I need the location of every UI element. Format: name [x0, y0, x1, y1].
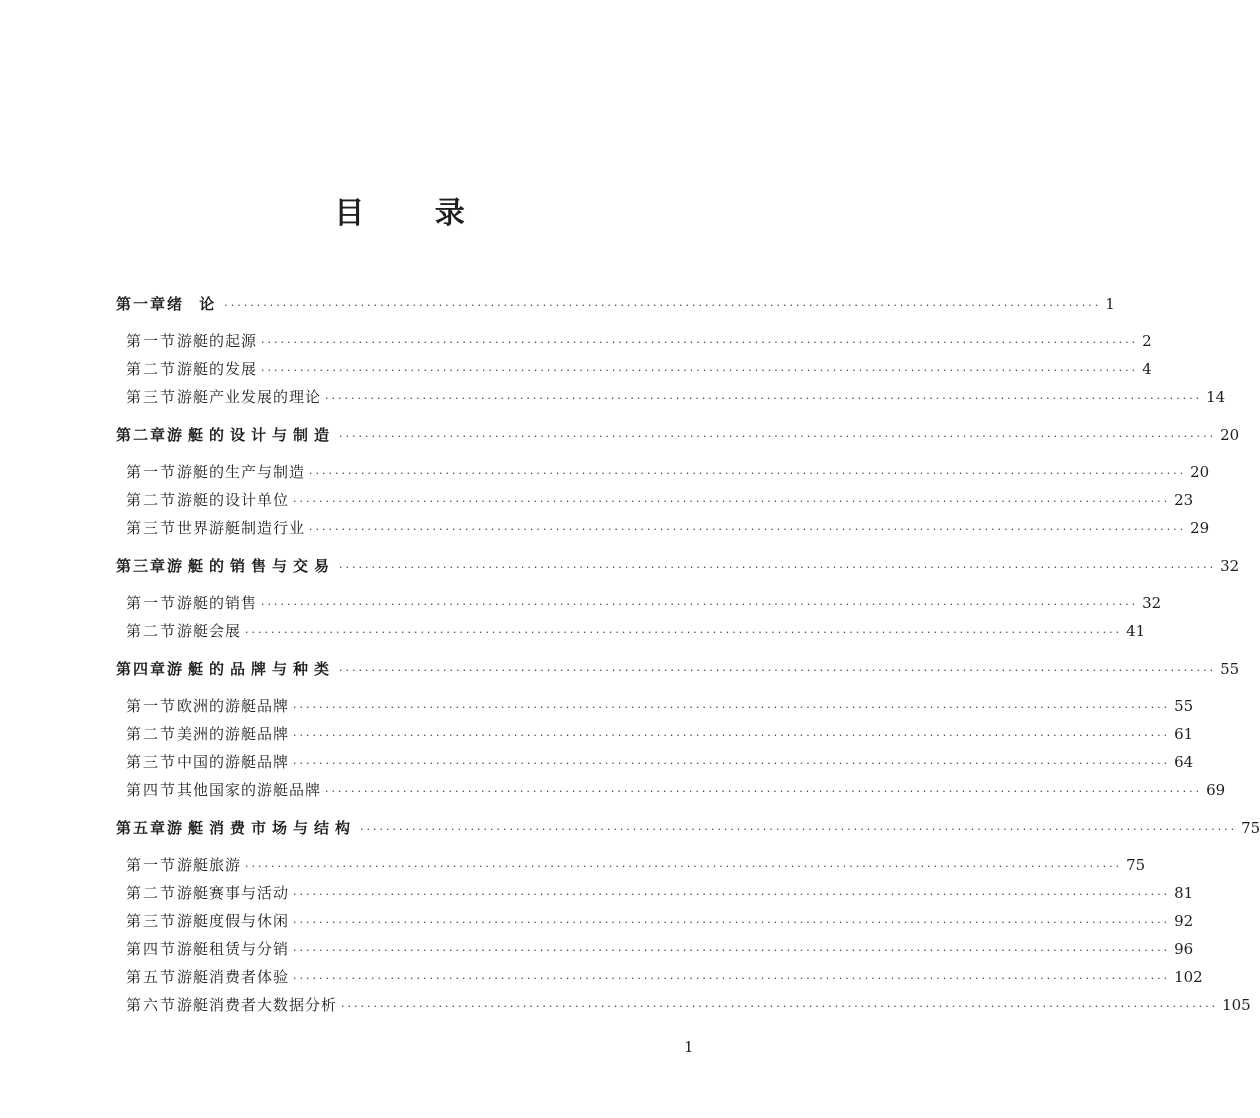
- leader-dots: ·······································································································································: [293, 757, 1171, 770]
- toc-number: 第二节: [126, 884, 178, 902]
- toc-page: 69: [1206, 781, 1226, 799]
- toc-section[interactable]: [126, 909, 1194, 933]
- toc-number: 第五章: [116, 819, 168, 837]
- leader-dots: ·······································································································································: [325, 392, 1203, 405]
- toc-title: 世界游艇制造行业: [177, 519, 306, 537]
- toc-page: 105: [1222, 996, 1251, 1014]
- toc-title: 中国的游艇品牌: [177, 753, 290, 771]
- toc-page: 92: [1174, 912, 1194, 930]
- leader-dots: ·······································································································································: [293, 916, 1171, 929]
- leader-dots: ·······································································································································: [293, 701, 1171, 714]
- toc-number: 第四章: [116, 660, 168, 678]
- leader-dots: ·······································································································································: [245, 860, 1123, 873]
- toc-page: 55: [1174, 697, 1194, 715]
- leader-dots: ·······································································································································: [293, 495, 1171, 508]
- leader-dots: ·······································································································································: [360, 823, 1238, 836]
- toc-page: 1: [1105, 295, 1115, 313]
- toc-page: 20: [1190, 463, 1210, 481]
- toc-page: 4: [1142, 360, 1152, 378]
- toc-section[interactable]: [126, 385, 1226, 409]
- toc-number: 第二节: [126, 622, 178, 640]
- leader-dots: ·······································································································································: [339, 664, 1217, 677]
- toc-title: 游艇赛事与活动: [177, 884, 290, 902]
- toc-page: 102: [1174, 968, 1203, 986]
- toc-title: 游艇的起源: [177, 332, 258, 350]
- toc-chapter-4[interactable]: [116, 657, 1240, 681]
- toc-number: 第一节: [126, 697, 178, 715]
- toc-number: 第三节: [126, 388, 178, 406]
- toc-title: 游艇的设计单位: [177, 491, 290, 509]
- toc-number: 第六节: [126, 996, 178, 1014]
- toc-title: 游艇度假与休闲: [177, 912, 290, 930]
- toc-section[interactable]: [126, 722, 1194, 746]
- leader-dots: ·······································································································································: [224, 299, 1102, 312]
- toc-title: 游艇的销售与交易: [167, 557, 336, 575]
- toc-title: 游艇会展: [177, 622, 242, 640]
- toc-page: 23: [1174, 491, 1194, 509]
- leader-dots: ·······································································································································: [293, 888, 1171, 901]
- toc-page: 55: [1220, 660, 1240, 678]
- toc-section[interactable]: [126, 750, 1194, 774]
- toc-chapter-3[interactable]: [116, 554, 1240, 578]
- toc-number: 第三章: [116, 557, 168, 575]
- toc-chapter-1[interactable]: [116, 292, 1115, 316]
- toc-number: 第一节: [126, 463, 178, 481]
- leader-dots: ·······································································································································: [309, 523, 1187, 536]
- toc-chapter-5[interactable]: [116, 816, 1260, 840]
- toc-page: 14: [1206, 388, 1226, 406]
- toc-page: 20: [1220, 426, 1240, 444]
- toc-section[interactable]: [126, 357, 1152, 381]
- toc-number: 第一节: [126, 856, 178, 874]
- leader-dots: ·······································································································································: [261, 336, 1139, 349]
- leader-dots: ·······································································································································: [293, 972, 1171, 985]
- toc-section[interactable]: [126, 937, 1194, 961]
- toc-section[interactable]: [126, 778, 1226, 802]
- toc-title: 游艇消费者体验: [177, 968, 290, 986]
- toc-page: 64: [1174, 753, 1194, 771]
- toc-page: 96: [1174, 940, 1194, 958]
- toc-section[interactable]: [126, 881, 1194, 905]
- toc-chapter-2[interactable]: [116, 423, 1240, 447]
- leader-dots: ·······································································································································: [261, 364, 1139, 377]
- toc-page: 75: [1126, 856, 1146, 874]
- leader-dots: ·······································································································································: [341, 1000, 1219, 1013]
- toc-number: 第三节: [126, 912, 178, 930]
- toc-title: 游艇消费者大数据分析: [177, 996, 338, 1014]
- leader-dots: ·······································································································································: [339, 430, 1217, 443]
- toc-title: 其他国家的游艇品牌: [177, 781, 322, 799]
- leader-dots: ·······································································································································: [293, 729, 1171, 742]
- toc-number: 第三节: [126, 519, 178, 537]
- toc-title: 游艇消费市场与结构: [167, 819, 357, 837]
- toc-section[interactable]: [126, 619, 1146, 643]
- toc-number: 第二节: [126, 725, 178, 743]
- toc-number: 第一章: [116, 295, 168, 313]
- toc-section[interactable]: [126, 329, 1152, 353]
- toc-number: 第四节: [126, 781, 178, 799]
- toc-number: 第一节: [126, 332, 178, 350]
- toc-title: 绪 论: [167, 295, 221, 313]
- toc-number: 第一节: [126, 594, 178, 612]
- toc-title: 游艇的设计与制造: [167, 426, 336, 444]
- toc-number: 第二章: [116, 426, 168, 444]
- toc-number: 第四节: [126, 940, 178, 958]
- toc-number: 第三节: [126, 753, 178, 771]
- toc-title: 游艇产业发展的理论: [177, 388, 322, 406]
- toc-section[interactable]: [126, 516, 1210, 540]
- toc-section[interactable]: [126, 488, 1194, 512]
- toc-page: 75: [1241, 819, 1260, 837]
- toc-number: 第二节: [126, 491, 178, 509]
- toc-page: 61: [1174, 725, 1194, 743]
- toc-number: 第二节: [126, 360, 178, 378]
- leader-dots: ·······································································································································: [309, 467, 1187, 480]
- toc-page: 32: [1142, 594, 1162, 612]
- toc-page: 81: [1174, 884, 1194, 902]
- leader-dots: ·······································································································································: [293, 944, 1171, 957]
- toc-number: 第五节: [126, 968, 178, 986]
- toc-title: 美洲的游艇品牌: [177, 725, 290, 743]
- toc-section[interactable]: [126, 853, 1146, 877]
- leader-dots: ·······································································································································: [325, 785, 1203, 798]
- page-number: 1: [684, 1038, 694, 1056]
- toc-page: 2: [1142, 332, 1152, 350]
- toc-section[interactable]: [126, 694, 1194, 718]
- toc-title: 游艇的生产与制造: [177, 463, 306, 481]
- toc-section[interactable]: [126, 965, 1203, 989]
- leader-dots: ·······································································································································: [261, 598, 1139, 611]
- toc-title: 游艇的发展: [177, 360, 258, 378]
- toc-title: 游艇的品牌与种类: [167, 660, 336, 678]
- toc-page: 29: [1190, 519, 1210, 537]
- toc-title: 欧洲的游艇品牌: [177, 697, 290, 715]
- page-title: 目 录: [334, 196, 495, 231]
- leader-dots: ·······································································································································: [339, 561, 1217, 574]
- toc-page: 32: [1220, 557, 1240, 575]
- leader-dots: ·······································································································································: [245, 626, 1123, 639]
- toc-section[interactable]: [126, 591, 1162, 615]
- toc-page: 41: [1126, 622, 1146, 640]
- toc-title: 游艇旅游: [177, 856, 242, 874]
- toc-section[interactable]: [126, 460, 1210, 484]
- toc-section[interactable]: [126, 993, 1251, 1017]
- toc-title: 游艇租赁与分销: [177, 940, 290, 958]
- toc-title: 游艇的销售: [177, 594, 258, 612]
